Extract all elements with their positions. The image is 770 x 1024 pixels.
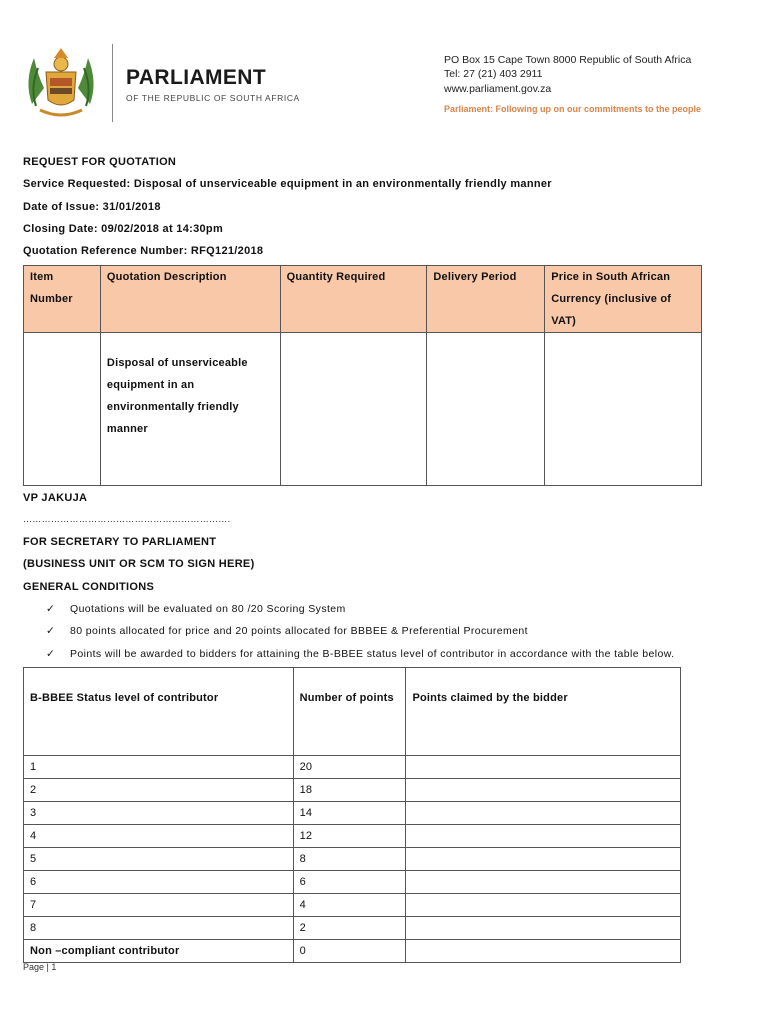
- sign-instruction: (BUSINESS UNIT OR SCM TO SIGN HERE): [23, 558, 255, 570]
- description-cell: Disposal of unserviceable equipment in an environmentally friendly manner: [100, 333, 280, 486]
- issue-date: Date of Issue: 31/01/2018: [23, 201, 161, 213]
- request-title: REQUEST FOR QUOTATION: [23, 156, 177, 168]
- signatory-role: FOR SECRETARY TO PARLIAMENT: [23, 536, 217, 548]
- list-item: ✓ Points will be awarded to bidders for attaining the B-BBEE status level of contributor in accordance with the table below.: [46, 648, 675, 660]
- table-row: 8 2: [24, 917, 681, 940]
- check-icon: ✓: [46, 603, 56, 615]
- signature-line: ………………………………………………………….: [23, 514, 231, 524]
- brand-subtitle: OF THE REPUBLIC OF SOUTH AFRICA: [126, 93, 300, 103]
- points-claimed-cell[interactable]: [406, 848, 681, 871]
- points-claimed-cell[interactable]: [406, 871, 681, 894]
- header-item-number: Item Number: [24, 266, 101, 333]
- table-row: 7 4: [24, 894, 681, 917]
- price-cell[interactable]: [545, 333, 702, 486]
- list-item: ✓ Quotations will be evaluated on 80 /20 Scoring System: [46, 603, 346, 615]
- contact-website[interactable]: www.parliament.gov.za: [444, 83, 552, 95]
- points-table-header: [24, 668, 681, 756]
- header-divider: [112, 44, 113, 122]
- header-number-of-points: Number of points: [293, 668, 406, 756]
- table-row: 6 6: [24, 871, 681, 894]
- quotation-table-header: [24, 266, 702, 333]
- parliament-crest-logo: [22, 44, 100, 120]
- points-claimed-cell[interactable]: [406, 894, 681, 917]
- header-quantity-required: Quantity Required: [280, 266, 427, 333]
- quotation-table: [23, 265, 702, 486]
- header-points-claimed: Points claimed by the bidder: [406, 668, 681, 756]
- service-requested: Service Requested: Disposal of unserviceable equipment in an environmentally friendly manner: [23, 178, 552, 190]
- table-row: 3 14: [24, 802, 681, 825]
- table-row: Non –compliant contributor 0: [24, 940, 681, 963]
- header-delivery-period: Delivery Period: [427, 266, 545, 333]
- closing-date: Closing Date: 09/02/2018 at 14:30pm: [23, 223, 224, 235]
- table-row: [24, 333, 702, 486]
- contact-address: PO Box 15 Cape Town 8000 Republic of South Africa: [444, 54, 692, 66]
- item-number-cell[interactable]: [24, 333, 101, 486]
- header-status-level: B-BBEE Status level of contributor: [24, 668, 294, 756]
- points-claimed-cell[interactable]: [406, 756, 681, 779]
- points-claimed-cell[interactable]: [406, 802, 681, 825]
- signatory-name: VP JAKUJA: [23, 492, 88, 504]
- table-row: 1 20: [24, 756, 681, 779]
- points-claimed-cell[interactable]: [406, 917, 681, 940]
- table-row: 5 8: [24, 848, 681, 871]
- points-claimed-cell[interactable]: [406, 779, 681, 802]
- points-claimed-cell[interactable]: [406, 825, 681, 848]
- bbbee-points-table: [23, 667, 681, 963]
- table-row: 4 12: [24, 825, 681, 848]
- quotation-reference: Quotation Reference Number: RFQ121/2018: [23, 245, 264, 257]
- brand-title: PARLIAMENT: [126, 66, 267, 89]
- check-icon: ✓: [46, 648, 56, 660]
- check-icon: ✓: [46, 625, 56, 637]
- tagline: Parliament: Following up on our commitments to the people: [444, 104, 702, 114]
- contact-phone: Tel: 27 (21) 403 2911: [444, 68, 543, 80]
- conditions-title: GENERAL CONDITIONS: [23, 581, 155, 593]
- header-quotation-description: Quotation Description: [100, 266, 280, 333]
- page-number: Page | 1: [23, 962, 57, 972]
- delivery-cell[interactable]: [427, 333, 545, 486]
- quantity-cell[interactable]: [280, 333, 427, 486]
- header-price: Price in South African Currency (inclusive of VAT): [545, 266, 702, 333]
- list-item: ✓ 80 points allocated for price and 20 points allocated for BBBEE & Preferential Procurement: [46, 625, 528, 637]
- table-row: 2 18: [24, 779, 681, 802]
- points-claimed-cell[interactable]: [406, 940, 681, 963]
